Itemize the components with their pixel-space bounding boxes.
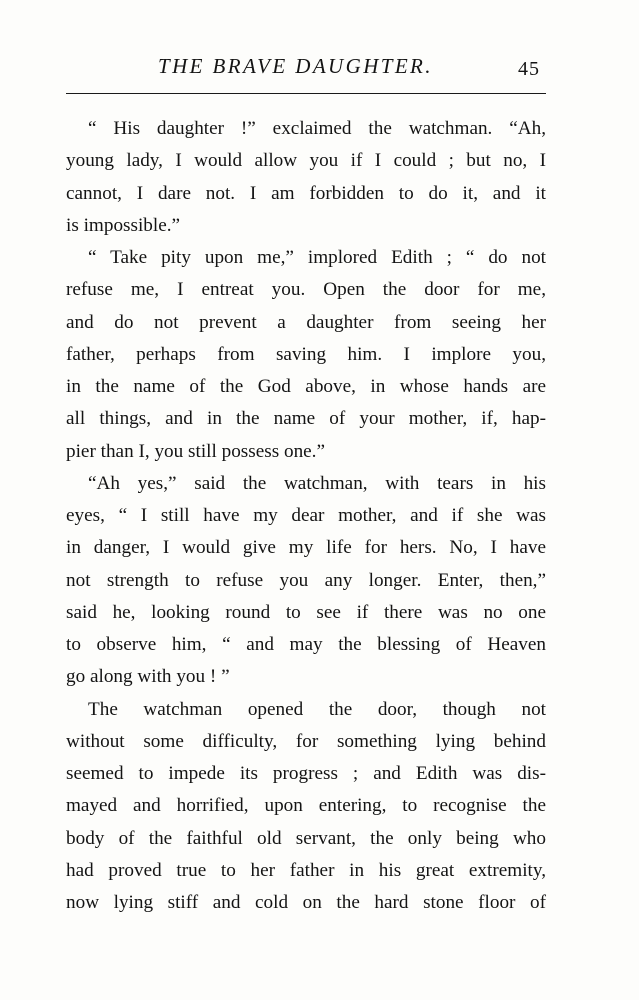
- text-line: go along with you ! ”: [66, 666, 230, 688]
- text-line: body of the faithful old servant, the only being who: [66, 827, 546, 849]
- text-line: is impossible.”: [66, 214, 181, 236]
- text-line: had proved true to her father in his great extremity,: [66, 859, 546, 881]
- header-rule: [66, 93, 546, 94]
- text-line: all things, and in the name of your mother, if, hap-: [66, 408, 546, 430]
- text-line: mayed and horrified, upon entering, to recognise the: [66, 795, 546, 817]
- text-line: “ Take pity upon me,” implored Edith ; “ do not: [88, 247, 546, 268]
- text-line: “ His daughter !” exclaimed the watchman. “Ah,: [88, 118, 546, 139]
- text-line: eyes, “ I still have my dear mother, and if she was: [66, 505, 546, 526]
- text-line: pier than I, you still possess one.”: [66, 440, 325, 462]
- text-line: refuse me, I entreat you. Open the door for me,: [66, 279, 546, 301]
- text-line: said he, looking round to see if there was no one: [66, 601, 546, 623]
- text-line: father, perhaps from saving him. I implore you,: [66, 343, 546, 365]
- page-header: [66, 54, 552, 84]
- text-line: to observe him, “ and may the blessing of Heaven: [66, 634, 546, 655]
- text-line: The watchman opened the door, though not: [88, 698, 546, 720]
- text-line: without some difficulty, for something lying behind: [66, 730, 546, 752]
- text-line: now lying stiff and cold on the hard stone floor of: [66, 892, 546, 913]
- text-line: in the name of the God above, in whose hands are: [66, 376, 546, 397]
- text-line: cannot, I dare not. I am forbidden to do it, and it: [66, 182, 546, 204]
- text-line: in danger, I would give my life for hers. No, I have: [66, 537, 546, 559]
- text-line: not strength to refuse you any longer. Enter, then,”: [66, 569, 546, 591]
- body-text: [66, 113, 546, 919]
- text-line: seemed to impede its progress ; and Edith was dis-: [66, 763, 546, 784]
- text-line: young lady, I would allow you if I could ; but no, I: [66, 150, 546, 172]
- text-line: “Ah yes,” said the watchman, with tears in his: [88, 472, 546, 494]
- text-line: and do not prevent a daughter from seeing her: [66, 311, 546, 333]
- running-title: THE BRAVE DAUGHTER.: [158, 54, 433, 78]
- page-number: 45: [518, 58, 540, 80]
